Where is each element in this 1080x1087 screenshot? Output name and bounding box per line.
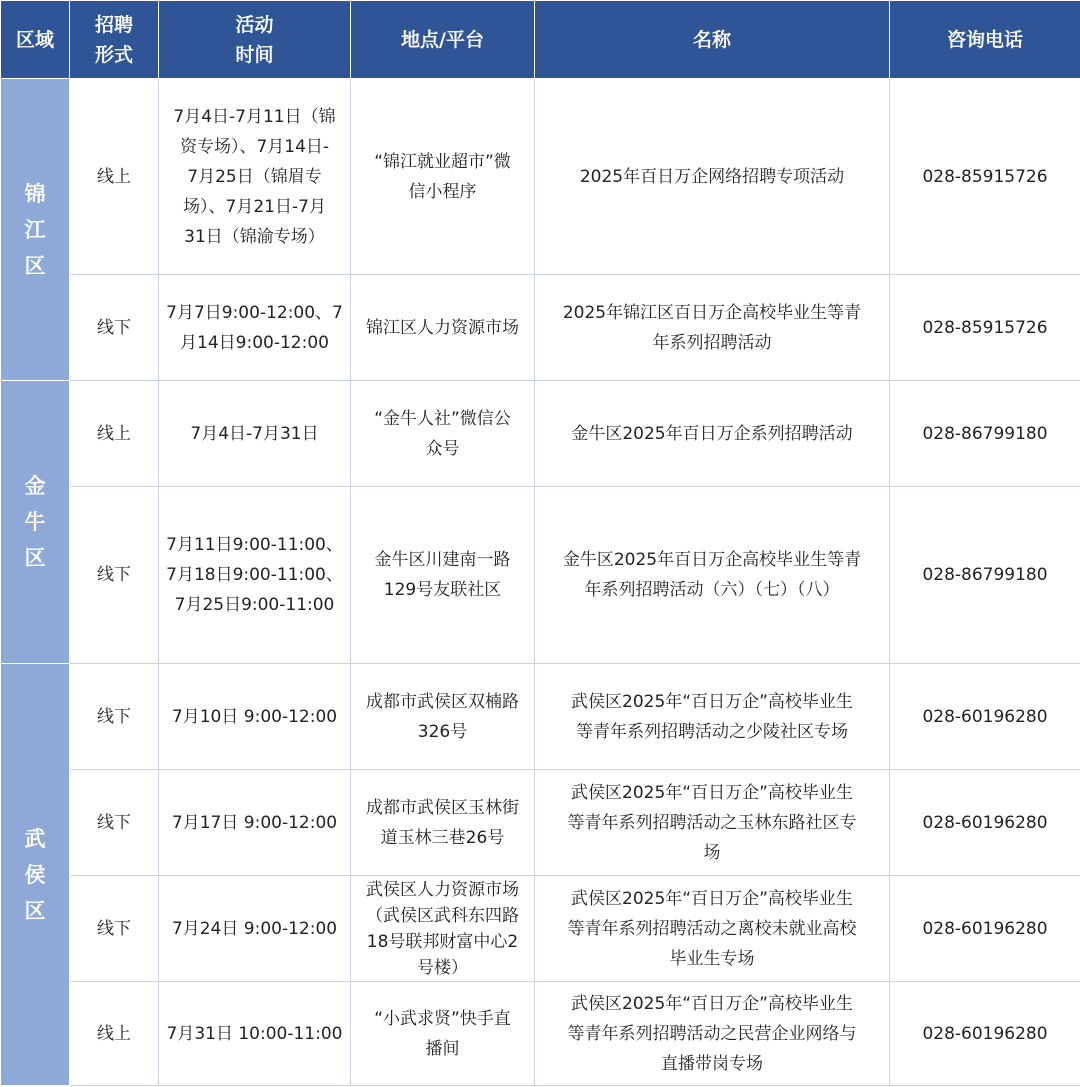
format-cell: 线上 <box>70 79 159 275</box>
header-phone: 咨询电话 <box>890 1 1080 79</box>
phone-cell: 028-60196280 <box>890 770 1080 876</box>
place-cell: 成都市武侯区双楠路 326号 <box>351 664 535 770</box>
time-cell: 7月4日-7月31日 <box>159 381 351 487</box>
phone-cell: 028-60196280 <box>890 664 1080 770</box>
region-cell-wuhou: 武侯区 <box>1 664 70 1086</box>
format-cell: 线上 <box>70 982 159 1086</box>
header-region: 区域 <box>1 1 70 79</box>
table-row <box>1 381 1080 487</box>
event-name-cell: 金牛区2025年百日万企高校毕业生等青 年系列招聘活动（六）（七）（八） <box>535 487 890 664</box>
place-cell: “锦江就业超市”微 信小程序 <box>351 79 535 275</box>
time-cell: 7月4日-7月11日（锦 资专场）、7月14日- 7月25日（锦眉专 场）、7月21日-7月 31日（锦渝专场） <box>159 79 351 275</box>
event-name-cell: 金牛区2025年百日万企系列招聘活动 <box>535 381 890 487</box>
place-cell: “小武求贤”快手直 播间 <box>351 982 535 1086</box>
region-cell-jinjiang: 锦江区 <box>1 79 70 381</box>
header-place: 地点/平台 <box>351 1 535 79</box>
table-row <box>1 982 1080 1086</box>
format-cell: 线上 <box>70 381 159 487</box>
table-row <box>1 770 1080 876</box>
time-cell: 7月7日9:00-12:00、7 月14日9:00-12:00 <box>159 275 351 381</box>
time-cell: 7月31日 10:00-11:00 <box>159 982 351 1086</box>
time-cell: 7月24日 9:00-12:00 <box>159 876 351 982</box>
place-cell: 武侯区人力资源市场 （武侯区武科东四路 18号联邦财富中心2 号楼） <box>351 876 535 982</box>
format-cell: 线下 <box>70 664 159 770</box>
event-name-cell: 武侯区2025年“百日万企”高校毕业生 等青年系列招聘活动之离校未就业高校 毕业生专场 <box>535 876 890 982</box>
header-time: 活动 时间 <box>159 1 351 79</box>
event-name-cell: 2025年锦江区百日万企高校毕业生等青 年系列招聘活动 <box>535 275 890 381</box>
header-row <box>1 1 1080 79</box>
format-cell: 线下 <box>70 487 159 664</box>
format-cell: 线下 <box>70 275 159 381</box>
phone-cell: 028-60196280 <box>890 876 1080 982</box>
place-cell: 成都市武侯区玉林街 道玉林三巷26号 <box>351 770 535 876</box>
format-cell: 线下 <box>70 876 159 982</box>
header-name: 名称 <box>535 1 890 79</box>
place-cell: 金牛区川建南一路 129号友联社区 <box>351 487 535 664</box>
event-name-cell: 2025年百日万企网络招聘专项活动 <box>535 79 890 275</box>
table-row <box>1 275 1080 381</box>
event-name-cell: 武侯区2025年“百日万企”高校毕业生 等青年系列招聘活动之民营企业网络与 直播带岗专场 <box>535 982 890 1086</box>
event-name-cell: 武侯区2025年“百日万企”高校毕业生 等青年系列招聘活动之玉林东路社区专 场 <box>535 770 890 876</box>
time-cell: 7月17日 9:00-12:00 <box>159 770 351 876</box>
phone-cell: 028-86799180 <box>890 487 1080 664</box>
phone-cell: 028-85915726 <box>890 79 1080 275</box>
table-row <box>1 876 1080 982</box>
time-cell: 7月10日 9:00-12:00 <box>159 664 351 770</box>
time-cell: 7月11日9:00-11:00、 7月18日9:00-11:00、 7月25日9:00-11:00 <box>159 487 351 664</box>
phone-cell: 028-85915726 <box>890 275 1080 381</box>
phone-cell: 028-60196280 <box>890 982 1080 1086</box>
format-cell: 线下 <box>70 770 159 876</box>
table-row <box>1 79 1080 275</box>
phone-cell: 028-86799180 <box>890 381 1080 487</box>
event-name-cell: 武侯区2025年“百日万企”高校毕业生 等青年系列招聘活动之少陵社区专场 <box>535 664 890 770</box>
header-format: 招聘 形式 <box>70 1 159 79</box>
place-cell: 锦江区人力资源市场 <box>351 275 535 381</box>
region-cell-jinniu: 金牛区 <box>1 381 70 664</box>
table-row <box>1 487 1080 664</box>
place-cell: “金牛人社”微信公 众号 <box>351 381 535 487</box>
table-row <box>1 664 1080 770</box>
